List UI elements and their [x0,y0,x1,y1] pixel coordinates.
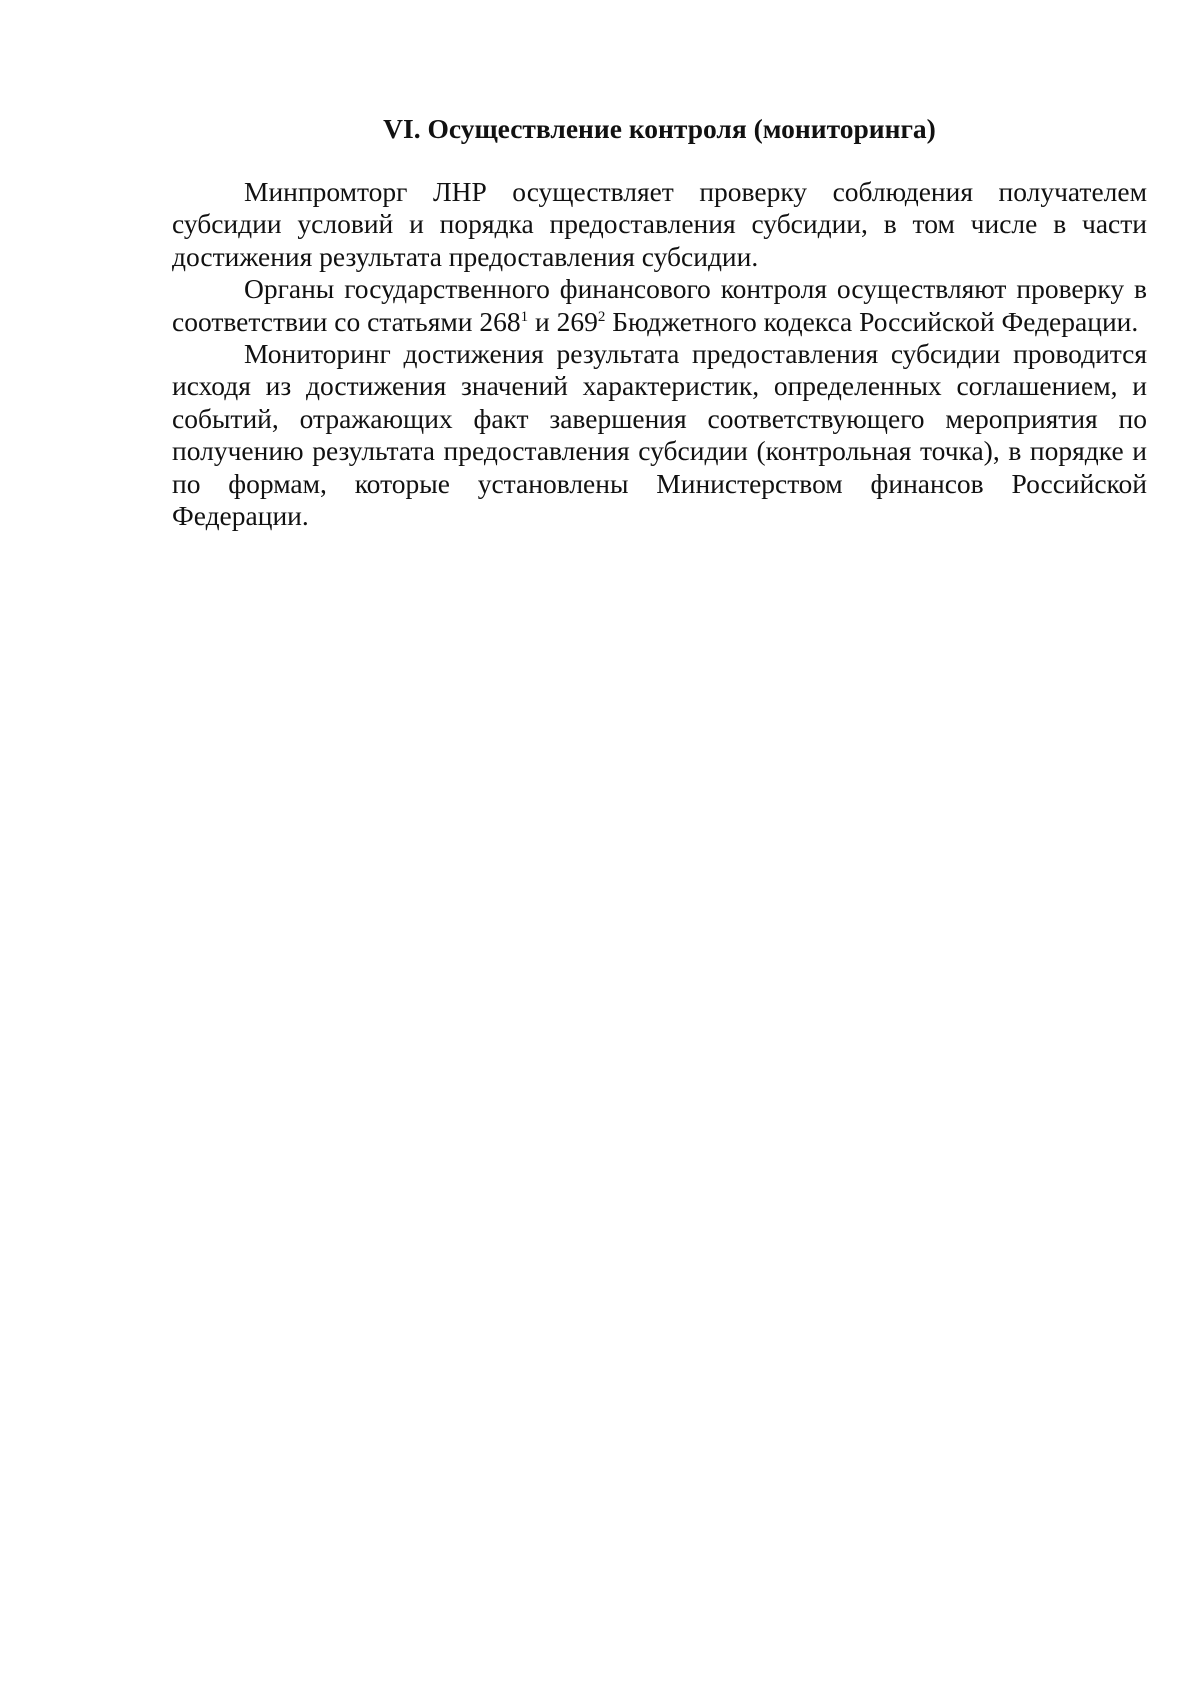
paragraph-monitoring: Мониторинг достижения результата предоставления субсидии проводится исходя из достижения значений характеристик, определенных соглашением, и событий, отражающих факт завершения соответствующего мероприятия по получению результата предоставления субсидии (контрольная точка), в порядке и по формам, которые установлены Министерством финансов Российской Федерации. [172,338,1147,532]
document-body [172,112,1147,532]
paragraph-financial-control-text-1: Органы государственного финансового контроля осуществляют проверку в соответствии со статьями 268 [172,273,1147,337]
paragraph-ministry-check: Минпромторг ЛНР осуществляет проверку соблюдения получателем субсидии условий и порядка предоставления субсидии, в том числе в части достижения результата предоставления субсидии. [172,176,1147,272]
superscript-1: 1 [520,308,529,325]
superscript-2: 2 [597,308,606,325]
paragraph-financial-control-text-2: и 269 [528,305,598,337]
paragraph-financial-control [172,273,1147,338]
paragraph-financial-control-text-3: Бюджетного кодекса Российской Федерации. [605,305,1139,337]
section-heading: VI. Осуществление контроля (мониторинга) [383,113,936,144]
